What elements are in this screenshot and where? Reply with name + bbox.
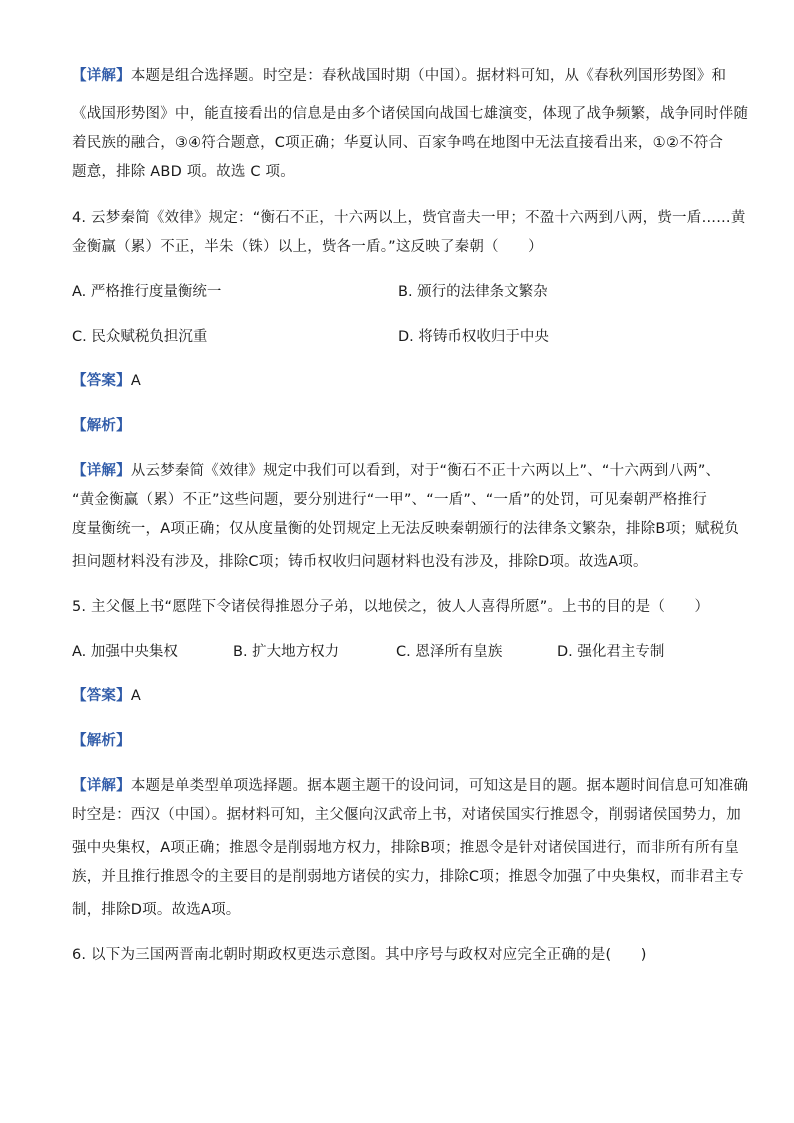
detail-tag: 【详解】: [72, 68, 131, 84]
q5-answer: 【答案】A: [72, 688, 141, 704]
q4-analysis-heading: 【解析】: [72, 418, 131, 434]
q5-detail-line-1: 【详解】本题是单类型单项选择题。据本题主题干的设问词，可知这是目的题。据本题时间信息可知准确: [72, 778, 749, 794]
q4-detail-line-3: 度量衡统一，A项正确；仅从度量衡的处罚规定上无法反映秦朝颁行的法律条文繁杂，排除B项；赋税负: [72, 521, 740, 537]
q4-option-d: D. 将铸币权收归于中央: [398, 329, 549, 345]
q5-option-b: B. 扩大地方权力: [233, 644, 340, 660]
q3-detail-line-1: 【详解】本题是组合选择题。时空是：春秋战国时期（中国）。据材料可知，从《春秋列国形势图》和: [72, 68, 727, 84]
q6-stem: 6. 以下为三国两晋南北朝时期政权更迭示意图。其中序号与政权对应完全正确的是( ): [72, 947, 647, 963]
q4-stem-line-2: 金衡赢（累）不正，半朱（铢）以上，赀各一盾。”这反映了秦朝（ ）: [72, 239, 543, 255]
q5-detail-line-3: 强中央集权，A项正确；推恩令是削弱地方权力，排除B项；推恩令是针对诸侯国进行，而非所有所有皇: [72, 840, 740, 856]
q5-detail-line-5: 制，排除D项。故选A项。: [72, 902, 241, 918]
q4-option-a: A. 严格推行度量衡统一: [72, 284, 222, 300]
q5-option-c: C. 恩泽所有皇族: [396, 644, 503, 660]
q4-detail-line-1: 【详解】从云梦秦简《效律》规定中我们可以看到，对于“衡石不正十六两以上”、“十六两到八两”、: [72, 463, 721, 479]
q4-stem-line-1: 4. 云梦秦简《效律》规定：“衡石不正，十六两以上，赀官啬夫一甲；不盈十六两到八两，赀一盾……黄: [72, 210, 746, 226]
q5-option-a: A. 加强中央集权: [72, 644, 178, 660]
q4-option-b: B. 颁行的法律条文繁杂: [398, 284, 548, 300]
q3-detail-line-3: 着民族的融合，③④符合题意，C项正确；华夏认同、百家争鸣在地图中无法直接看出来，①②不符合: [72, 135, 724, 151]
q5-detail-line-4: 族，并且推行推恩令的主要目的是削弱地方诸侯的实力，排除C项；推恩令加强了中央集权，而非君主专: [72, 869, 744, 885]
q5-detail-line-2: 时空是：西汉（中国）。据材料可知，主父偃向汉武帝上书，对诸侯国实行推恩令，削弱诸侯国势力，加: [72, 807, 741, 823]
q4-detail-line-2: “黄金衡赢（累）不正”这些问题，要分别进行“一甲”、“一盾”、“一盾”的处罚，可见秦朝严格推行: [72, 492, 707, 508]
q3-detail-line-2: 《战国形势图》中，能直接看出的信息是由多个诸侯国向战国七雄演变，体现了战争频繁，战争同时伴随: [72, 106, 749, 122]
q5-analysis-heading: 【解析】: [72, 733, 131, 749]
q4-detail-line-4: 担问题材料没有涉及，排除C项；铸币权收归问题材料也没有涉及，排除D项。故选A项。: [72, 554, 648, 570]
q4-answer: 【答案】A: [72, 373, 141, 389]
q5-option-d: D. 强化君主专制: [557, 644, 665, 660]
q4-option-c: C. 民众赋税负担沉重: [72, 329, 208, 345]
q3-detail-line-4: 题意，排除 ABD 项。故选 C 项。: [72, 164, 295, 180]
q5-stem: 5. 主父偃上书“愿陛下令诸侯得推恩分子弟，以地侯之，彼人人喜得所愿”。上书的目的是（ ）: [72, 599, 710, 615]
